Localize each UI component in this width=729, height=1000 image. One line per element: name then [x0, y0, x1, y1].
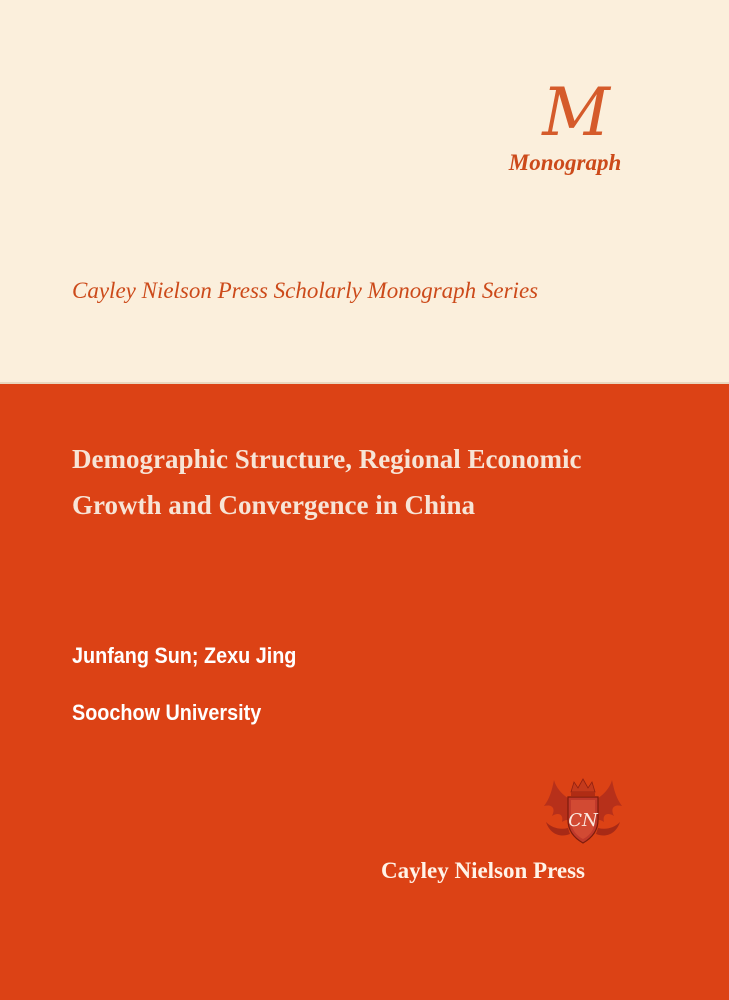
publisher-name: Cayley Nielson Press	[381, 858, 586, 883]
book-title-line-2: Growth and Convergence in China	[72, 490, 476, 520]
monograph-label: Monograph	[508, 150, 622, 175]
crest-letters: CN	[568, 810, 598, 831]
publisher-crest-icon	[538, 776, 628, 848]
authors: Junfang Sun; Zexu Jing	[72, 643, 297, 668]
top-band	[0, 0, 729, 384]
affiliation: Soochow University	[72, 700, 262, 725]
book-title-line-1: Demographic Structure, Regional Economic	[72, 444, 582, 474]
monogram-m-icon: M	[542, 74, 608, 151]
series-title: Cayley Nielson Press Scholarly Monograph Series	[72, 278, 539, 303]
book-title	[72, 436, 692, 528]
